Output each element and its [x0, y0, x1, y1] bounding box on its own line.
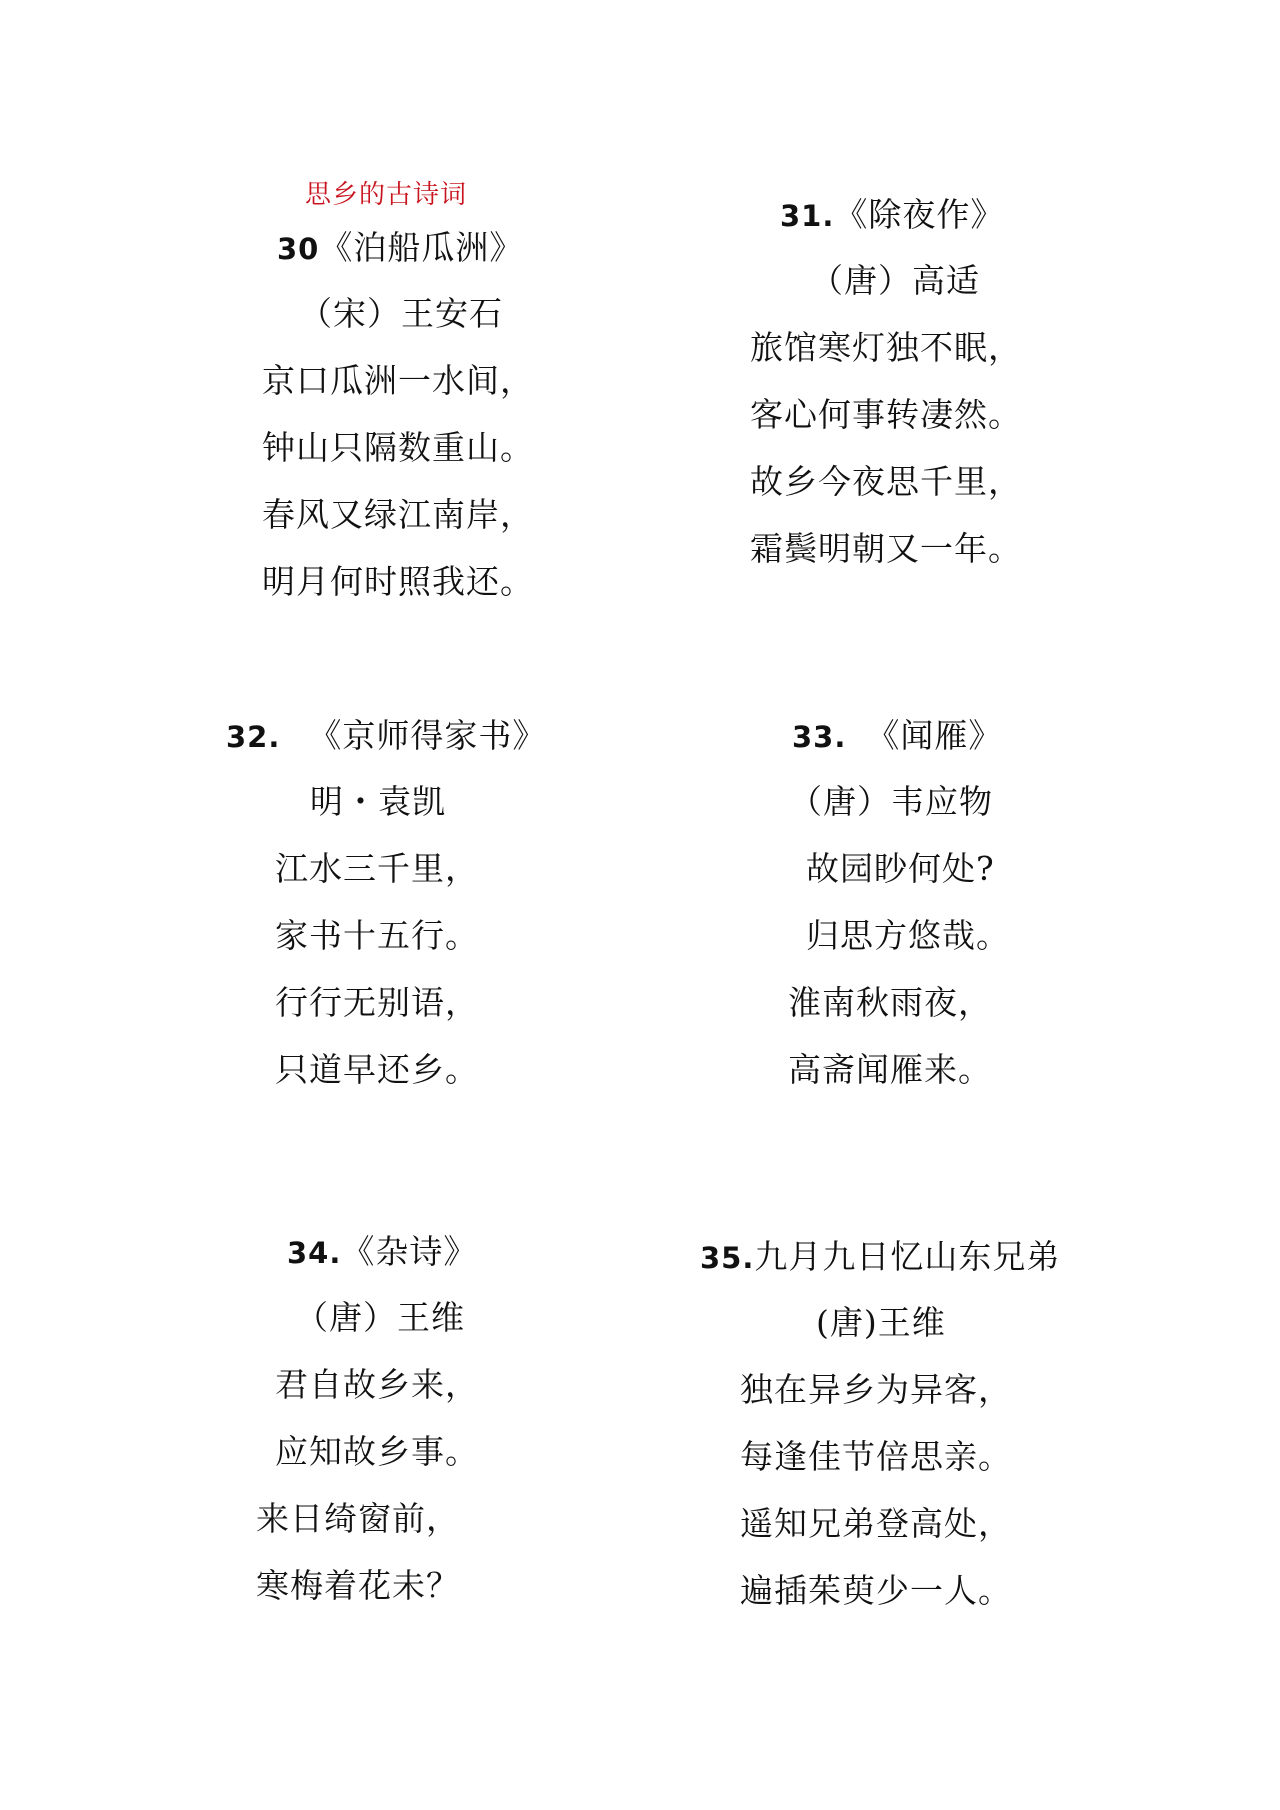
poem-line: 江水三千里，	[275, 849, 479, 888]
poem-author-text: (唐)王维	[816, 1303, 946, 1342]
poem-line: 行行无别语，	[275, 983, 479, 1022]
poem-number: 31.	[780, 199, 835, 233]
poem-line: 春风又绿江南岸，	[262, 495, 534, 534]
poem-line: 归思方悠哉。	[806, 916, 1010, 955]
poem-line: 遥知兄弟登高处，	[740, 1504, 1012, 1543]
poem-number: 35.	[700, 1241, 755, 1275]
poem-author: （唐）高适	[810, 261, 980, 300]
poem-number: 34.	[287, 1236, 342, 1270]
poem-line: 明月何时照我还。	[262, 562, 534, 601]
poem-line: 遍插茱萸少一人。	[740, 1571, 1012, 1610]
poem-number: 32.	[226, 720, 281, 754]
poem-line: 淮南秋雨夜，	[788, 983, 992, 1022]
poem-line: 应知故乡事。	[275, 1432, 479, 1471]
poem-number: 30	[277, 232, 320, 266]
poem-author: （唐）王维	[295, 1298, 465, 1337]
poem-title	[700, 1237, 1060, 1278]
poem-title-text: 《杂诗》	[341, 1232, 478, 1271]
poem-line: 独在异乡为异客，	[740, 1370, 1012, 1409]
poem-line: 故园眇何处?	[806, 849, 995, 888]
poem-line: 每逢佳节倍思亲。	[740, 1437, 1012, 1476]
poem-line: 来日绮窗前，	[256, 1499, 460, 1538]
poem-line: 君自故乡来，	[275, 1365, 479, 1404]
poem-line: 只道早还乡。	[275, 1050, 479, 1089]
poem-title-text: 《京师得家书》	[308, 716, 547, 755]
poem-author	[816, 1303, 946, 1343]
poem-title-text: 《除夜作》	[834, 195, 1005, 234]
poem-line: 客心何事转凄然。	[750, 395, 1022, 434]
poem-line: 旅馆寒灯独不眠，	[750, 328, 1022, 367]
poem-title-text: 九月九日忆山东兄弟	[754, 1237, 1061, 1276]
poem-author: 明・袁凯	[310, 782, 446, 821]
poem-line: 京口瓜洲一水间，	[262, 361, 534, 400]
poem-line: 高斋闻雁来。	[788, 1050, 992, 1089]
poem-line: 家书十五行。	[275, 916, 479, 955]
poem-title	[780, 195, 1004, 236]
poem-title-text: 《闻雁》	[866, 716, 1003, 755]
poem-author: （宋）王安石	[299, 294, 503, 333]
poem-title	[792, 716, 1002, 757]
poem-title-text: 《泊船瓜洲》	[319, 228, 524, 267]
poem-line: 霜鬓明朝又一年。	[750, 529, 1022, 568]
poem-number: 33.	[792, 720, 847, 754]
poem-title	[287, 1232, 477, 1273]
page-heading: 思乡的古诗词	[305, 180, 468, 210]
poem-line: 故乡今夜思千里，	[750, 462, 1022, 501]
poem-line: 寒梅着花未？	[256, 1566, 460, 1605]
poem-author: （唐）韦应物	[789, 782, 993, 821]
poem-line: 钟山只隔数重山。	[262, 428, 534, 467]
poem-title	[277, 228, 523, 269]
poem-title	[226, 716, 546, 757]
